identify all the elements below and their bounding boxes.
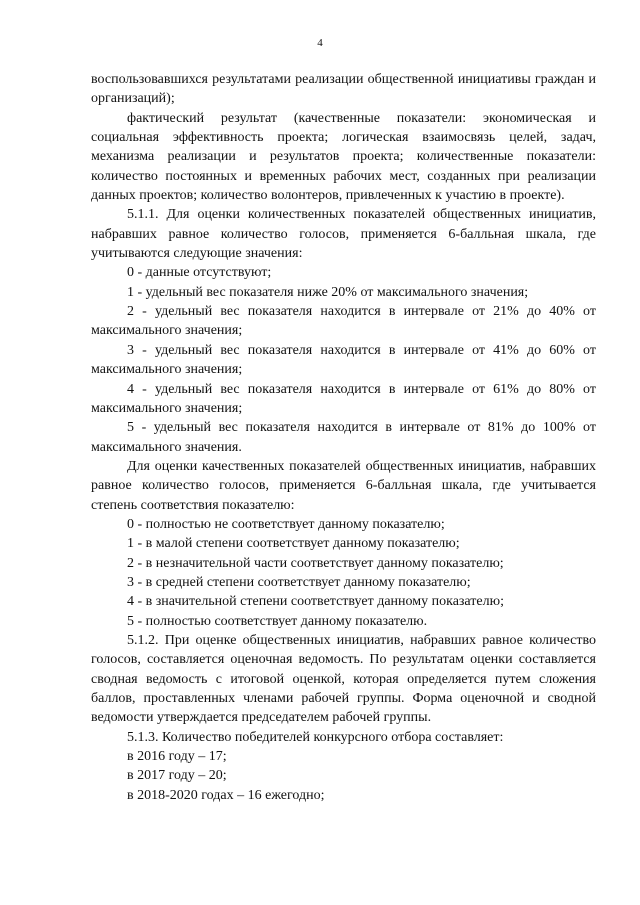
qualitative-scale-item-3: 3 - в средней степени соответствует данному показателю; [127, 574, 471, 590]
quantitative-scale-item-4: 4 - удельный вес показателя находится в интервале от 61% до 80% от максимального значения; [91, 381, 596, 416]
winners-item-2016: в 2016 году – 17; [127, 749, 227, 765]
paragraph-5-1-2: 5.1.2. При оценке общественных инициатив, набравших равное количество голосов, составляется оценочная ведомость. По результатам оценки составляется сводная ведомость с итоговой оценкой, которая определяется путем сложения баллов, проставленных членами рабочей группы. Форма оценочной и сводной ведомости утверждается председателем рабочей группы. [91, 632, 596, 726]
paragraph-actual-result: фактический результат (качественные показатели: экономическая и социальная эффективность проекта; логическая взаимосвязь целей, задач, механизма реализации и результатов проекта; количественные показатели: количество постоянных и временных рабочих мест, созданных при реализации данных проектов; количество волонтеров, привлеченных к участию в проекте). [91, 110, 596, 204]
quantitative-scale-item-1: 1 - удельный вес показателя ниже 20% от максимального значения; [127, 284, 529, 300]
document-body [91, 70, 596, 805]
page-number: 4 [317, 37, 323, 49]
paragraph-5-1-1: 5.1.1. Для оценки количественных показателей общественных инициатив, набравших равное количество голосов, применяется 6-балльная шкала, где учитываются следующие значения: [91, 207, 596, 262]
qualitative-scale-item-4: 4 - в значительной степени соответствует данному показателю; [127, 594, 504, 610]
qualitative-scale-item-5: 5 - полностью соответствует данному показателю. [127, 613, 428, 629]
paragraph-continuation: воспользовавшихся результатами реализации общественной инициативы граждан и организаций); [91, 72, 596, 107]
qualitative-scale-item-1: 1 - в малой степени соответствует данному показателю; [127, 536, 460, 552]
quantitative-scale-item-5: 5 - удельный вес показателя находится в интервале от 81% до 100% от максимального значения. [91, 420, 596, 455]
quantitative-scale-item-3: 3 - удельный вес показателя находится в интервале от 41% до 60% от максимального значения; [91, 342, 596, 378]
qualitative-scale-item-2: 2 - в незначительной части соответствует данному показателю; [127, 555, 504, 571]
winners-item-2017: в 2017 году – 20; [127, 768, 227, 784]
paragraph-qualitative-intro: Для оценки качественных показателей общественных инициатив, набравших равное количество голосов, применяется 6-балльная шкала, где учитывается степень соответствия показателю: [91, 458, 596, 513]
quantitative-scale-item-0: 0 - данные отсутствуют; [127, 265, 272, 281]
winners-item-2018-2020: в 2018-2020 годах – 16 ежегодно; [127, 787, 325, 803]
quantitative-scale-item-2: 2 - удельный вес показателя находится в интервале от 21% до 40% от максимального значения; [91, 304, 596, 339]
qualitative-scale-item-0: 0 - полностью не соответствует данному показателю; [127, 516, 445, 532]
paragraph-5-1-3: 5.1.3. Количество победителей конкурсного отбора составляет: [127, 729, 504, 745]
